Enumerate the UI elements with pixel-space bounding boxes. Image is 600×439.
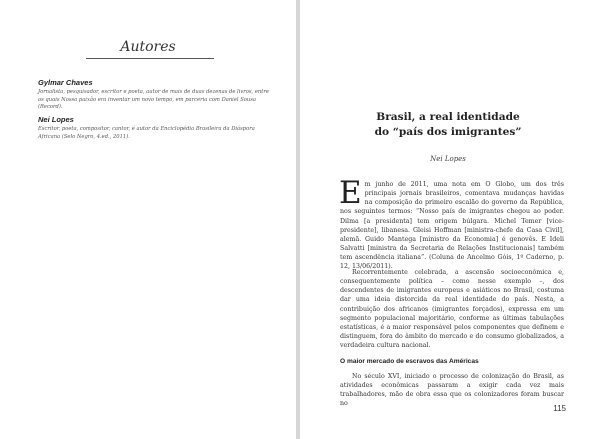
author-entry	[38, 115, 270, 141]
paragraph-1-text: m junho de 2011, uma nota em O Globo, um dos três principais jornais brasileiros, comentava mudanças havidas na composição do primeiro escalão do governo da República, nos seguintes termos: “Nosso país de imigrantes chegou ao poder. Dilma [a presidenta] tem origem búlgara. Michel Temer [vice-presidente], libanesa. Gleisi Hoffman [ministra-chefe da Casa Civil], alemã. Guido Mantega [ministro da Economia] é genovês. E Ideli Salvatti [ministra da Secretaria de Relações Institucionais] também tem ascendência italiana”. (Coluna de Ancelmo Góis, 1º Caderno, p. 12, 13/06/2011).	[340, 181, 564, 271]
drop-cap: E	[339, 175, 362, 211]
article-author: Nei Lopes	[430, 155, 466, 163]
left-page	[0, 0, 296, 439]
body-paragraph-1	[339, 175, 564, 272]
title-divider	[86, 58, 214, 59]
body-paragraph-3	[340, 372, 564, 409]
page-number: 115	[553, 404, 566, 413]
article-title	[330, 110, 566, 140]
section-subheading: O maior mercado de escravos das Américas	[340, 358, 479, 365]
article-title-line-2: do “país dos imigrantes”	[374, 126, 522, 138]
author-entry	[38, 78, 270, 112]
author-name: Gylmar Chaves	[38, 78, 93, 87]
author-bio: Jornalista, pesquisador, escritor e poeta, autor de mais de duas dezenas de livros, entre os quais Nossa paixão era inventar um novo tempo, em parceria com Daniel Sousa (Record).	[38, 89, 269, 111]
section-title: Autores	[120, 39, 176, 55]
author-name: Nei Lopes	[38, 115, 74, 124]
paragraph-3-text: No século XVI, iniciado o processo de colonização do Brasil, as atividades econômicas passaram a exigir cada vez mais trabalhadores, mão de obra essa que os colonizadores foram buscar no	[340, 373, 564, 408]
body-paragraph-2	[340, 268, 564, 350]
article-title-line-1: Brasil, a real identidade	[376, 111, 520, 123]
author-bio: Escritor, poeta, compositor, cantor, é autor da Enciclopédia Brasileira da Diáspora Africana (Selo Negro, 4.ed., 2011).	[38, 126, 255, 140]
paragraph-2-text: Recorrentemente celebrada, a ascensão socioeconômica e, consequentemente política – como nesse exemplo –, dos descendentes de imigrantes europeus e asiáticos no Brasil, costuma dar uma ideia distorcida da real identidade do país. Nesta, a contribuição dos africanos (imigrantes forçados), expressa em um segmento populacional majoritário, conforme as últimas tabulações estatísticas, é a maior responsável pelos componentes que definem e distinguem, fora do âmbito do mercado e do consumo globalizados, a verdadeira cultura nacional.	[340, 269, 564, 350]
